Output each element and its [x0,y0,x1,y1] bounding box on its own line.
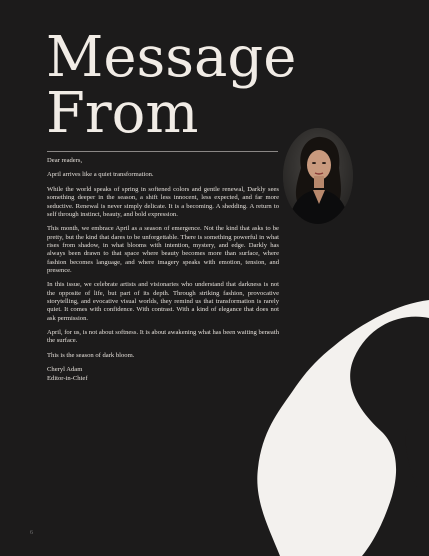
decorative-wave-shape [250,300,429,556]
letter-paragraph: This month, we embrace April as a season of emergence. Not the kind that asks to be pretty, but the kind that dares to be unforgettable. There is something powerful in what rises from shadow, in what blooms with intention, mystery, and edge. Darkly has always been drawn to that space where beauty becomes more than surface, where fashion becomes language, and where imagery speaks with emotion, tension, and presence. [47,225,279,274]
letter-paragraph: While the world speaks of spring in softened colors and gentle renewal, Darkly sees something deeper in the season, a shift less innocent, less expected, and far more seductive. Renewal is never simply delicate. It is a becoming. A shedding. A return to self through instinct, beauty, and bold expression. [47,185,279,218]
title-line-2: From [46,81,199,146]
signature-title: Editor-in-Chief [47,374,88,382]
editor-portrait [283,128,353,224]
title-divider [47,151,278,152]
signature-name: Cheryl Adam [47,366,83,374]
page-number: 6 [30,530,33,536]
letter-paragraph: This is the season of dark bloom. [47,351,135,359]
editor-letter [47,157,279,383]
letter-paragraph: April arrives like a quiet transformation. [47,171,154,179]
portrait-image [283,128,353,224]
letter-greeting: Dear readers, [47,157,83,164]
letter-paragraph: In this issue, we celebrate artists and visionaries who understand that darkness is not the opposite of life, but part of its depth. Through striking fashion, provocative storytelling, and evocative visual worlds, they remind us that transformation is rarely quiet. It comes with confidence. With contrast. With a kind of elegance that does not ask permission. [47,281,279,322]
letter-paragraph: April, for us, is not about softness. It is about awakening what has been waiting beneath the surface. [47,328,279,345]
title-line-1: Message [46,25,297,90]
page-title [46,25,297,146]
